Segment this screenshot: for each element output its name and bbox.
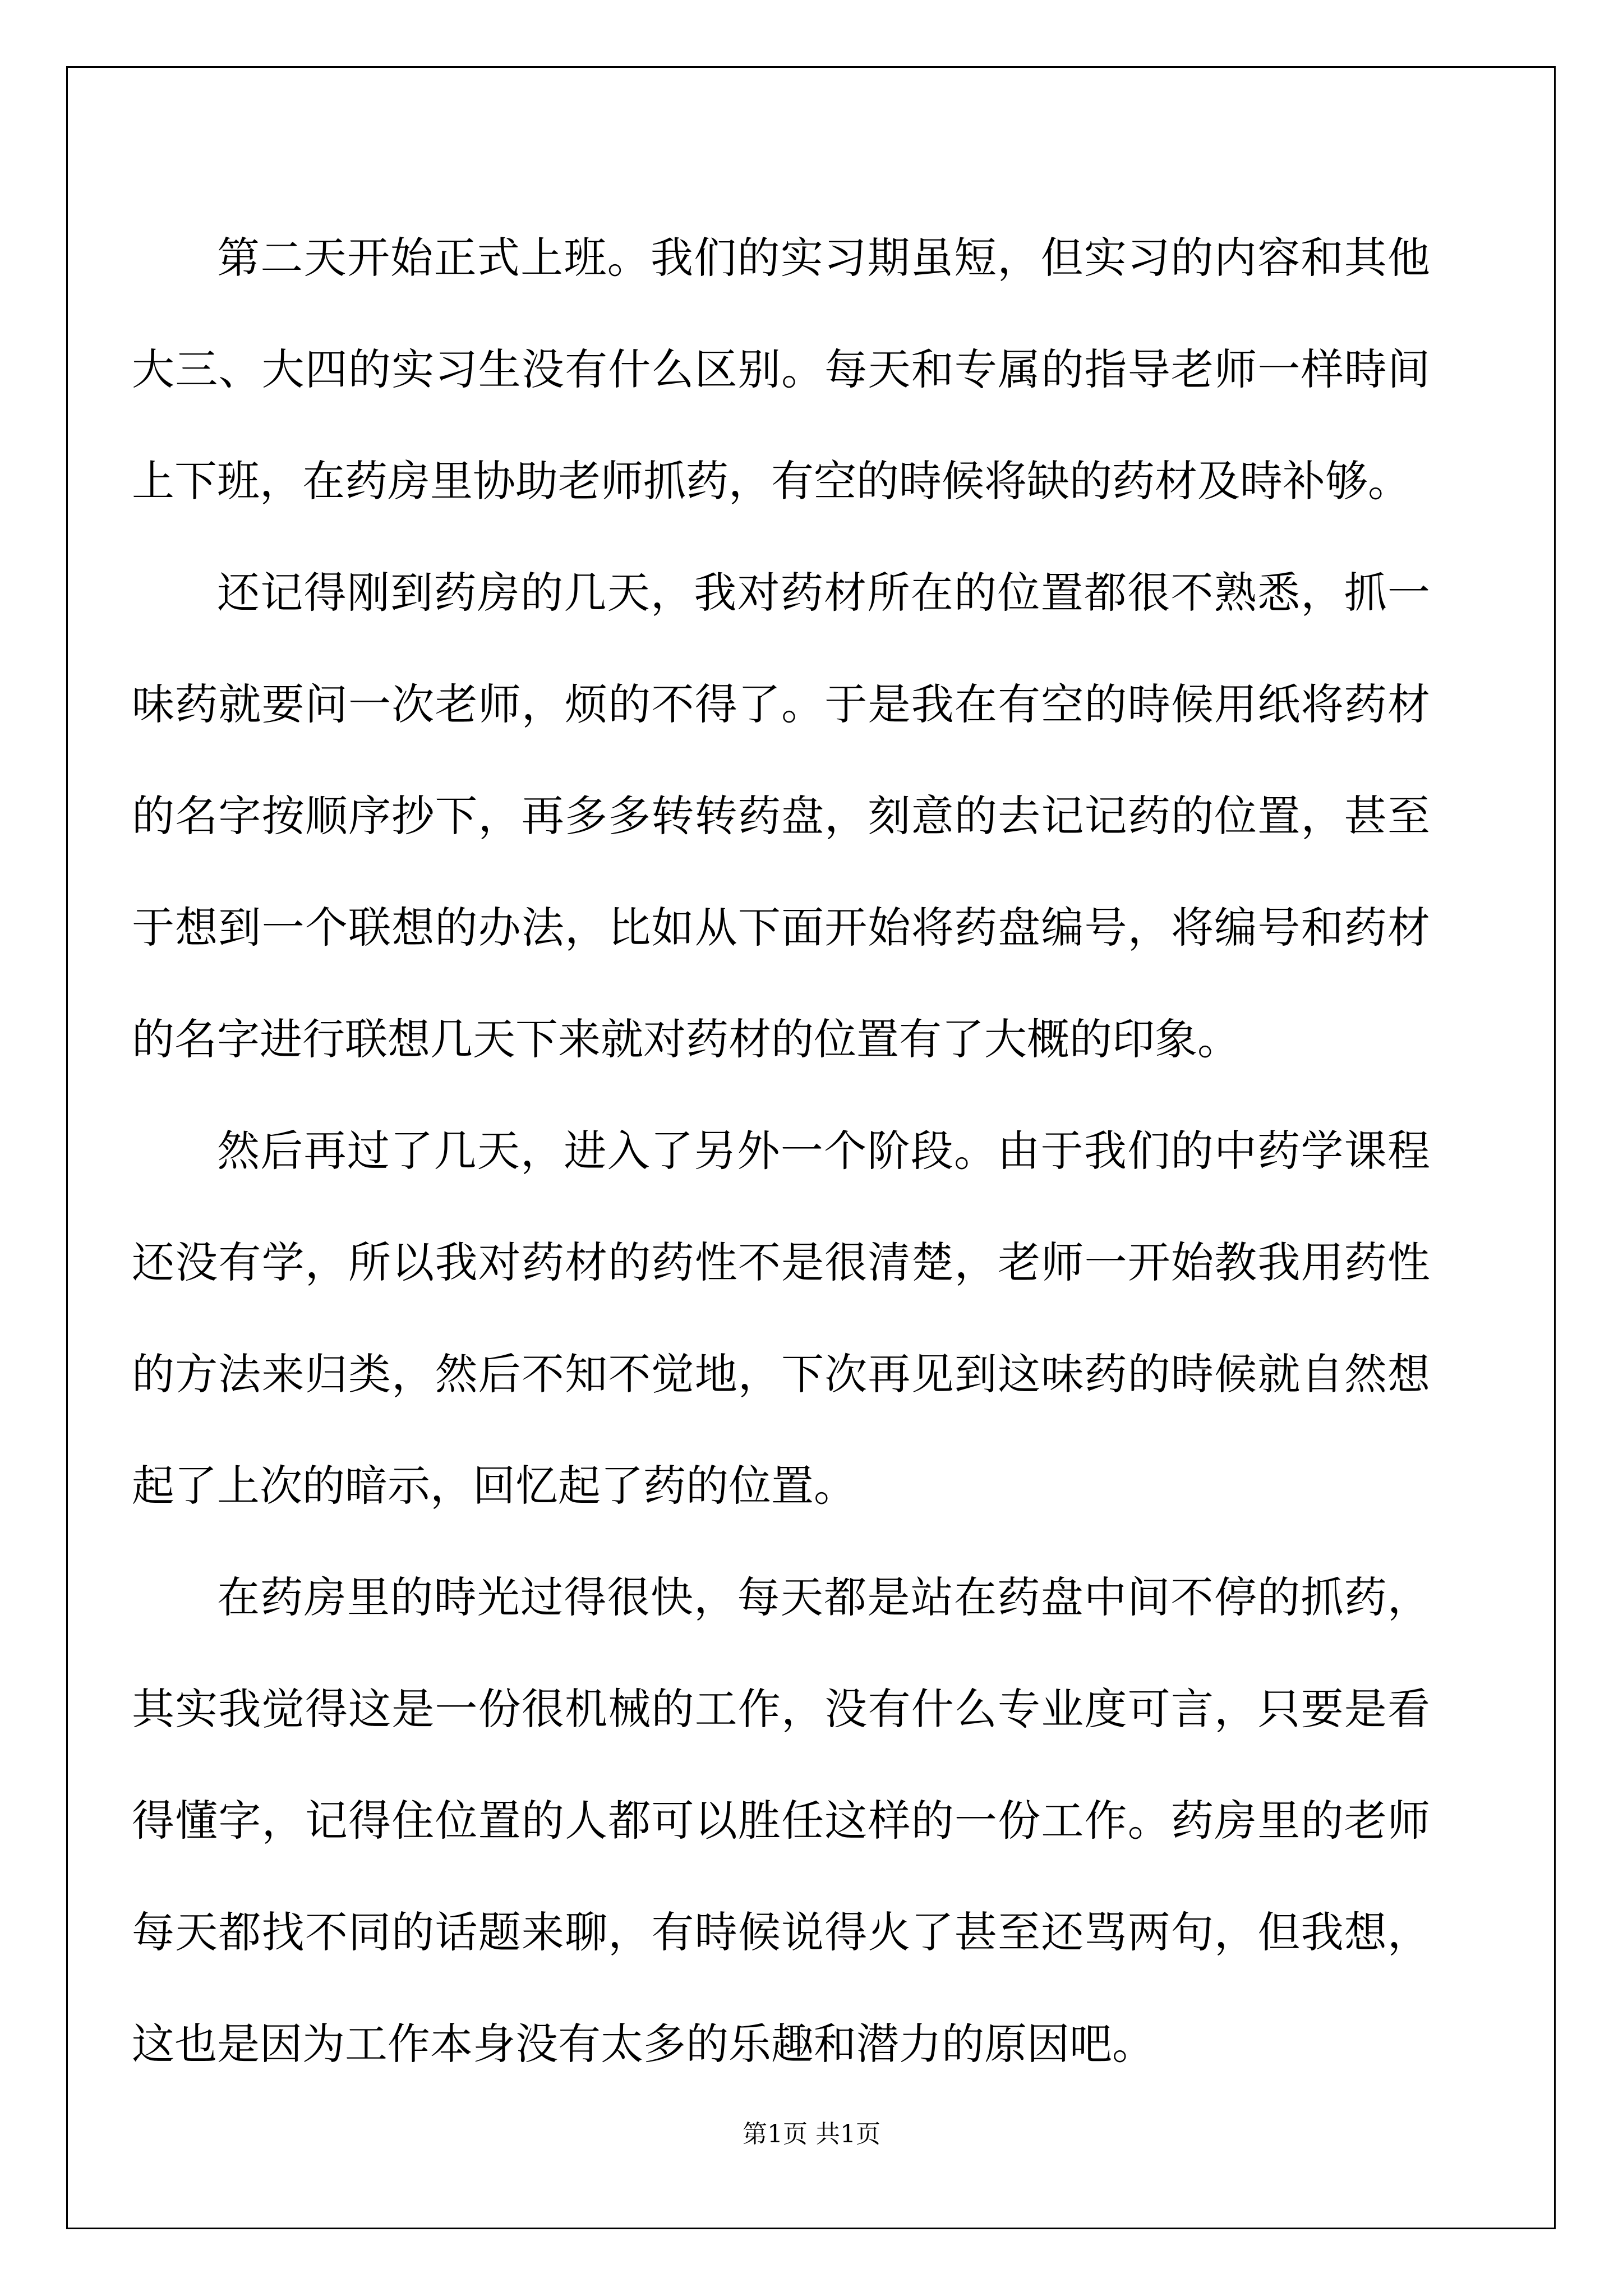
paragraph-3: 然后再过了几天，进入了另外一个阶段。由于我们的中药学课程还没有学，所以我对药材的药性不是很清楚，老师一开始教我用药性的方法来归类，然后不知不觉地，下次再见到这味药的時候就自然想起了上次的暗示，回忆起了药的位置。 bbox=[132, 1126, 1430, 1511]
document-body bbox=[132, 202, 1430, 2100]
paragraph-1: 第二天开始正式上班。我们的实习期虽短，但实习的内容和其他大三、大四的实习生没有什么区别。每天和专属的指导老师一样時间上下班，在药房里协助老师抓药，有空的時候将缺的药材及時补够。 bbox=[132, 233, 1430, 506]
page-footer: 第1页 共1页 bbox=[743, 2120, 880, 2148]
paragraph-4: 在药房里的時光过得很快，每天都是站在药盘中间不停的抓药，其实我觉得这是一份很机械的工作，没有什么专业度可言，只要是看得懂字，记得住位置的人都可以胜任这样的一份工作。药房里的老师每天都找不同的话题来聊，有時候说得火了甚至还骂两句，但我想，这也是因为工作本身没有太多的乐趣和潜力的原因吧。 bbox=[132, 1572, 1430, 2069]
paragraph-2: 还记得刚到药房的几天，我对药材所在的位置都很不熟悉，抓一味药就要问一次老师，烦的不得了。于是我在有空的時候用纸将药材的名字按顺序抄下，再多多转转药盘，刻意的去记记药的位置，甚至于想到一个联想的办法，比如从下面开始将药盘编号，将编号和药材的名字进行联想几天下来就对药材的位置有了大概的印象。 bbox=[132, 568, 1430, 1064]
